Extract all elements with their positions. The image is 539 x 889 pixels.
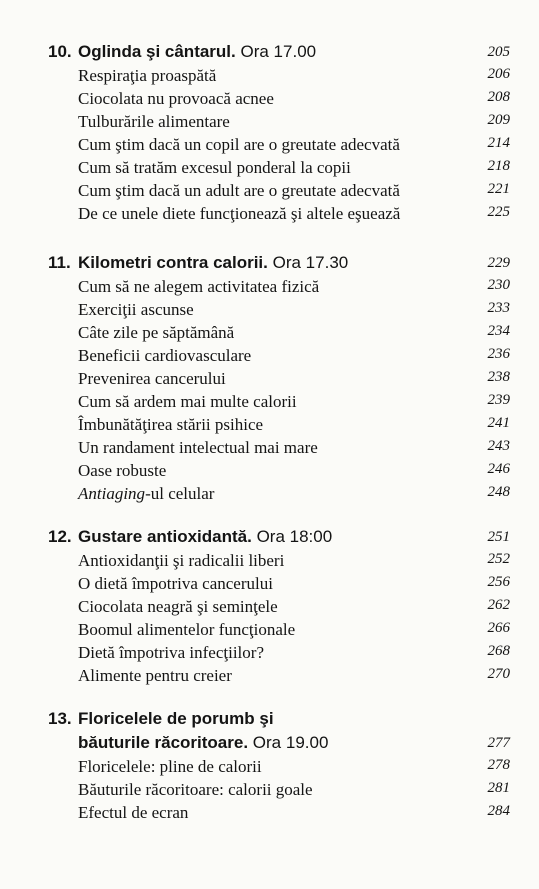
entry-page: 268	[487, 643, 510, 659]
entry-title: Cum să ne alegem activitatea fizică	[78, 277, 320, 296]
toc-entry	[78, 801, 510, 824]
entry-page: 241	[487, 415, 510, 431]
entry-page: 278	[487, 757, 510, 773]
toc-entry	[78, 641, 510, 664]
chapter-12	[48, 525, 510, 687]
toc-entry	[78, 133, 510, 156]
chapter-title-line1: Floricelele de porumb şi	[78, 709, 274, 728]
chapter-heading-text	[78, 40, 448, 64]
entry-title: Îmbunătăţirea stării psihice	[78, 415, 264, 434]
toc-entry	[78, 595, 510, 618]
entry-title: Tulburările alimentare	[78, 112, 230, 131]
chapter-number: 10.	[48, 42, 72, 61]
toc-entry	[78, 179, 510, 202]
chapter-page: 205	[487, 44, 510, 60]
entry-title: Oase robuste	[78, 461, 167, 480]
toc-entry	[78, 64, 510, 87]
chapter-heading-text	[78, 707, 448, 755]
entry-page: 208	[487, 89, 510, 105]
chapter-time: Ora 17.30	[272, 253, 349, 272]
chapter-page: 229	[487, 255, 510, 271]
chapter-number: 11.	[48, 253, 71, 272]
toc-entry	[78, 321, 510, 344]
entry-page: 256	[487, 574, 510, 590]
toc-entry	[78, 413, 510, 436]
chapter-title: Oglinda şi cântarul.	[78, 42, 236, 61]
entry-title: Antioxidanţii şi radicalii liberi	[78, 551, 285, 570]
entry-page: 218	[487, 158, 510, 174]
toc-entry	[78, 778, 510, 801]
chapter-time: Ora 17.00	[240, 42, 317, 61]
chapter-11	[48, 251, 510, 505]
entry-page: 246	[487, 461, 510, 477]
entry-title: Băuturile răcoritoare: calorii goale	[78, 780, 313, 799]
entry-title: O dietă împotriva cancerului	[78, 574, 273, 593]
toc-entry	[78, 367, 510, 390]
chapter-heading	[48, 707, 510, 755]
toc-entry	[78, 390, 510, 413]
chapter-heading-text	[78, 251, 448, 275]
entry-title: Ciocolata nu provoacă acnee	[78, 89, 274, 108]
entry-title: Cum să ardem mai multe calorii	[78, 392, 297, 411]
toc-entry	[78, 156, 510, 179]
toc-entry	[78, 110, 510, 133]
entry-page: 266	[487, 620, 510, 636]
entry-title: Exerciţii ascunse	[78, 300, 194, 319]
toc-entry	[78, 549, 510, 572]
entry-page: 270	[487, 666, 510, 682]
entry-title: Ciocolata neagră şi seminţele	[78, 597, 278, 616]
chapter-heading	[48, 525, 510, 549]
chapter-page: 251	[487, 529, 510, 545]
chapter-number: 12.	[48, 527, 72, 546]
entry-page: 281	[487, 780, 510, 796]
entry-title-rest: -ul celular	[145, 484, 215, 503]
chapter-heading	[48, 40, 510, 64]
toc-entry	[78, 572, 510, 595]
entry-page: 225	[487, 204, 510, 220]
entry-title: De ce unele diete funcţionează şi altele eşuează	[78, 204, 401, 223]
toc-entry	[78, 664, 510, 687]
toc-entry	[78, 755, 510, 778]
entry-page: 238	[487, 369, 510, 385]
entry-page: 214	[487, 135, 510, 151]
toc-entry	[78, 482, 510, 505]
entry-title: Alimente pentru creier	[78, 666, 232, 685]
entry-page: 230	[487, 277, 510, 293]
entry-page: 209	[487, 112, 510, 128]
entry-page: 239	[487, 392, 510, 408]
entry-page: 248	[487, 484, 510, 500]
entry-page: 221	[487, 181, 510, 197]
toc-entry	[78, 618, 510, 641]
chapter-page: 277	[487, 735, 510, 751]
entry-title: Câte zile pe săptămână	[78, 323, 235, 342]
entry-title: Respiraţia proaspătă	[78, 66, 217, 85]
entry-title: Cum ştim dacă un adult are o greutate adecvată	[78, 181, 400, 200]
entry-title: Efectul de ecran	[78, 803, 189, 822]
entry-page: 252	[487, 551, 510, 567]
entry-title: Prevenirea cancerului	[78, 369, 226, 388]
entry-page: 206	[487, 66, 510, 82]
chapter-title: Kilometri contra calorii.	[78, 253, 268, 272]
entry-title	[78, 482, 214, 505]
chapter-heading	[48, 251, 510, 275]
chapter-number: 13.	[48, 709, 72, 728]
chapter-13	[48, 707, 510, 824]
toc-entry	[78, 275, 510, 298]
entry-page: 284	[487, 803, 510, 819]
entry-title: Boomul alimentelor funcţionale	[78, 620, 296, 639]
entry-page: 236	[487, 346, 510, 362]
entry-title: Un randament intelectual mai mare	[78, 438, 318, 457]
toc-entry	[78, 436, 510, 459]
toc-entry	[78, 298, 510, 321]
entry-title: Cum să tratăm excesul ponderal la copii	[78, 158, 351, 177]
entry-title: Cum ştim dacă un copil are o greutate adecvată	[78, 135, 400, 154]
entry-page: 234	[487, 323, 510, 339]
chapter-time: Ora 18:00	[256, 527, 333, 546]
entry-title: Floricelele: pline de calorii	[78, 757, 262, 776]
entry-page: 233	[487, 300, 510, 316]
chapter-heading-text	[78, 525, 448, 549]
toc-entry	[78, 87, 510, 110]
toc-entry	[78, 459, 510, 482]
chapter-time: Ora 19.00	[252, 733, 329, 752]
entry-page: 243	[487, 438, 510, 454]
entry-title: Dietă împotriva infecţiilor?	[78, 643, 264, 662]
chapter-10	[48, 40, 510, 225]
chapter-title: băuturile răcoritoare.	[78, 733, 249, 752]
toc-entry	[78, 344, 510, 367]
chapter-title: Gustare antioxidantă.	[78, 527, 252, 546]
toc-entry	[78, 202, 510, 225]
entry-title: Beneficii cardiovasculare	[78, 346, 252, 365]
entry-title-italic: Antiaging	[78, 484, 146, 503]
entry-page: 262	[487, 597, 510, 613]
